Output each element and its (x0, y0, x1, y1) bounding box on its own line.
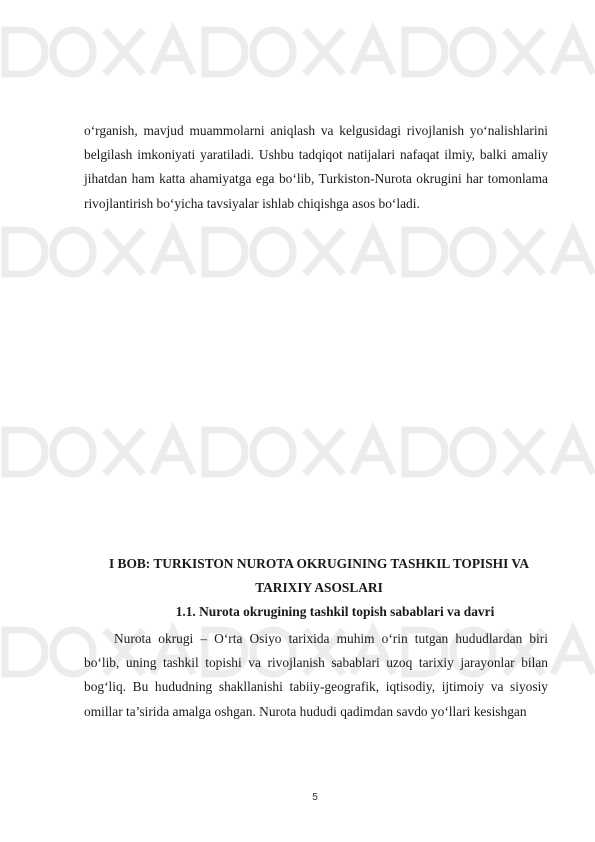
watermark-glyph (553, 630, 593, 674)
body-paragraph: Nurota okrugi – O‘rta Osiyo tarixida muhim o‘rin tutgan hududlardan biri bo‘lib, uning tashkil topishi va rivojlanish sabablari uzoq tarixiy jarayonlar bilan bog‘liq. Bu hududning shakllanishi tabiiy-geografik, iqtisodiy, ijtimoiy va siyosiy omillar ta’sirida amalga oshgan. Nurota hududi qadimdan savdo yo‘llari kesishgan (84, 631, 548, 719)
watermark-glyph (153, 230, 193, 274)
watermark-glyph (253, 230, 293, 274)
watermark-glyph (5, 230, 45, 274)
section-title: 1.1. Nurota okrugining tashkil topish sabablari va davri (175, 604, 495, 619)
watermark-glyph (253, 430, 293, 474)
watermark-glyph (553, 430, 593, 474)
page-number: 5 (312, 792, 318, 803)
watermark-glyph (105, 230, 143, 274)
intro-paragraph: o‘rganish, mavjud muammolarni aniqlash va kelgusidagi rivojlanish yo‘nalishlarini belgilash imkoniyati yaratiladi. Ushbu tadqiqot natijalari nafaqat ilmiy, balki amaliy jihatdan ham katta ahamiyatga ega bo‘lib, Turkiston-Nurota okrugini har tomonlama rivojlantirish bo‘yicha tavsiyalar ishlab chiqishga asos bo‘ladi. (84, 123, 548, 211)
watermark-glyph (5, 30, 45, 74)
watermark-glyph (305, 230, 343, 274)
watermark-glyph (153, 30, 193, 74)
watermark-glyph (353, 430, 393, 474)
watermark-glyph (405, 430, 445, 474)
watermark-glyph (553, 230, 593, 274)
watermark-glyph (5, 430, 45, 474)
watermark-glyph (305, 30, 343, 74)
watermark-glyph (405, 30, 445, 74)
watermark-glyph (453, 430, 493, 474)
watermark-glyph (105, 30, 143, 74)
watermark-glyph (205, 30, 245, 74)
watermark-glyph (453, 30, 493, 74)
watermark-glyph (453, 230, 493, 274)
watermark-glyph (153, 430, 193, 474)
watermark-glyph (505, 430, 543, 474)
watermark-glyph (105, 430, 143, 474)
watermark-glyph (205, 230, 245, 274)
watermark-glyph (405, 230, 445, 274)
watermark-glyph (53, 30, 93, 74)
watermark-glyph (353, 230, 393, 274)
watermark-glyph (5, 630, 45, 674)
watermark-glyph (305, 430, 343, 474)
watermark-glyph (253, 30, 293, 74)
watermark-glyph (53, 430, 93, 474)
watermark-glyph (53, 230, 93, 274)
watermark-glyph (505, 30, 543, 74)
watermark-glyph (205, 430, 245, 474)
chapter-title: I BOB: TURKISTON NUROTA OKRUGINING TASHKIL TOPISHI VA TARIXIY ASOSLARI (108, 556, 530, 596)
watermark-glyph (353, 30, 393, 74)
watermark-glyph (505, 230, 543, 274)
watermark-glyph (553, 30, 593, 74)
